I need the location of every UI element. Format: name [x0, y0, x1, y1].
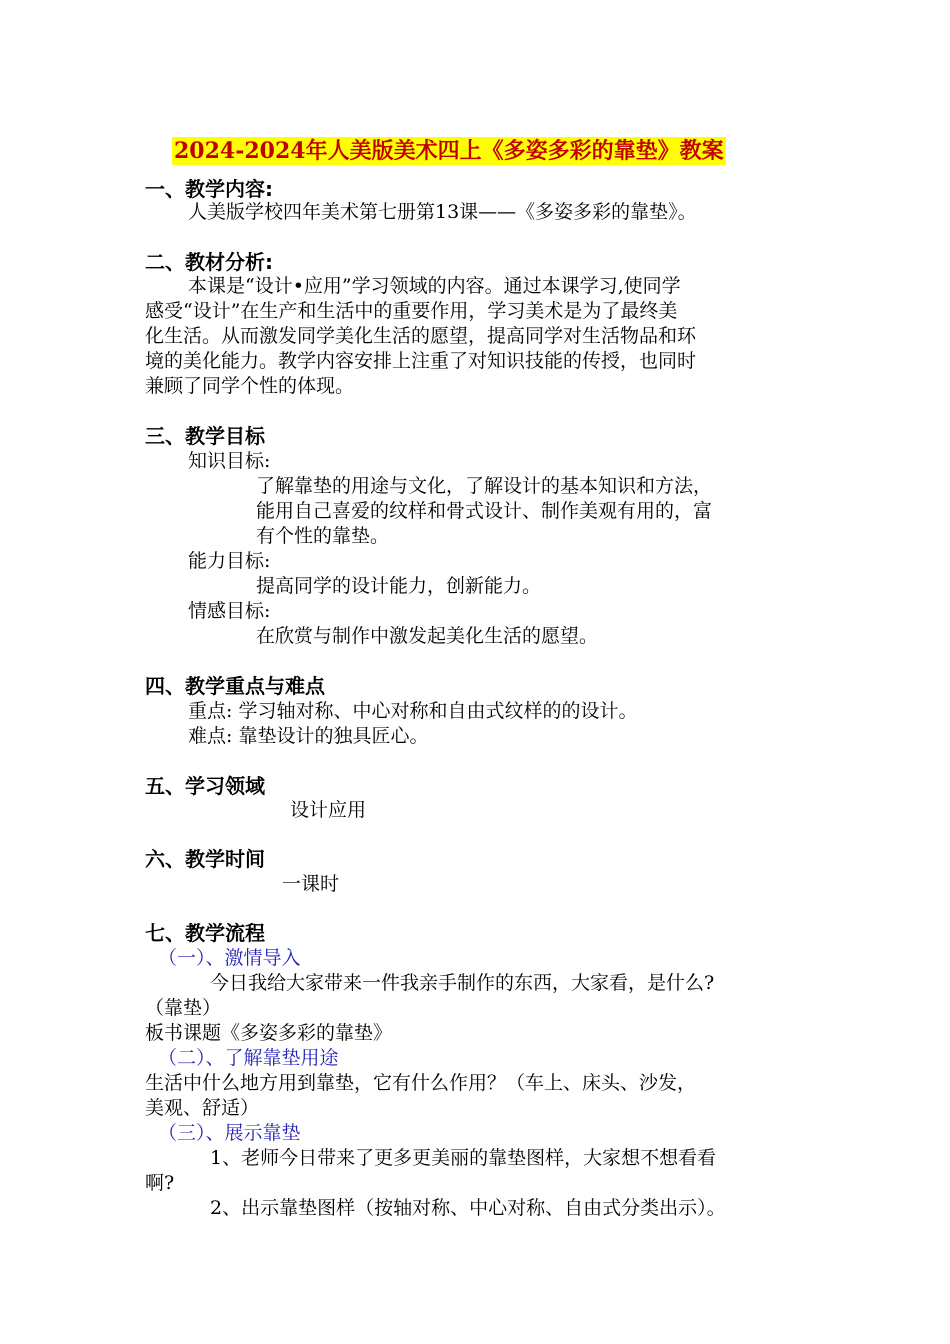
- section-1-heading: 一、教学内容:: [145, 177, 273, 201]
- step-1-line: 板书课题《多姿多彩的靠垫》: [145, 1022, 393, 1044]
- section-2-line: 境的美化能力。教学内容安排上注重了对知识技能的传授，也同时: [145, 350, 697, 372]
- section-2-line: 感受“设计”在生产和生活中的重要作用，学习美术是为了最终美: [145, 300, 678, 322]
- knowledge-line: 有个性的靠垫。: [256, 525, 390, 547]
- section-2-heading: 二、教材分析:: [145, 250, 273, 274]
- section-6-content: 一课时: [282, 873, 340, 895]
- section-2-line: 本课是“设计•应用”学习领域的内容。通过本课学习,使同学: [188, 275, 681, 297]
- ability-line: 提高同学的设计能力，创新能力。: [256, 575, 542, 597]
- emotion-line: 在欣赏与制作中激发起美化生活的愿望。: [256, 625, 599, 647]
- step-3-line: 2、出示靠垫图样（按轴对称、中心对称、自由式分类出示）。: [210, 1197, 726, 1219]
- section-2-line: 化生活。从而激发同学美化生活的愿望，提高同学对生活物品和环: [145, 325, 697, 347]
- section-6-heading: 六、教学时间: [145, 847, 265, 871]
- section-7-heading: 七、教学流程: [145, 921, 265, 945]
- section-5-heading: 五、学习领域: [145, 774, 265, 798]
- document-title: 2024-2024年人美版美术四上《多姿多彩的靠垫》教案: [174, 138, 724, 164]
- step-1-title: （一）、激情导入: [158, 947, 301, 969]
- ability-label: 能力目标:: [188, 550, 271, 572]
- step-3-line: 1、老师今日带来了更多更美丽的靠垫图样，大家想不想看看: [210, 1147, 717, 1169]
- knowledge-label: 知识目标:: [188, 450, 271, 472]
- section-1-line: 人美版学校四年美术第七册第13课——《多姿多彩的靠垫》。: [188, 201, 697, 223]
- key-point-line: 重点: 学习轴对称、中心对称和自由式纹样的的设计。: [188, 700, 638, 722]
- step-2-title: （二）、了解靠垫用途: [158, 1047, 339, 1069]
- step-1-line: 今日我给大家带来一件我亲手制作的东西，大家看，是什么?: [210, 972, 715, 994]
- step-2-line: 美观、舒适）: [145, 1097, 260, 1119]
- emotion-label: 情感目标:: [188, 600, 271, 622]
- knowledge-line: 了解靠垫的用途与文化，了解设计的基本知识和方法，: [256, 475, 713, 497]
- section-2-line: 兼顾了同学个性的体现。: [145, 375, 355, 397]
- section-5-content: 设计应用: [290, 799, 367, 821]
- difficult-point-line: 难点: 靠垫设计的独具匠心。: [188, 725, 429, 747]
- step-1-line: （靠垫）: [145, 997, 222, 1019]
- step-2-line: 生活中什么地方用到靠垫，它有什么作用？（车上、床头、沙发，: [145, 1072, 697, 1094]
- step-3-line: 啊?: [145, 1172, 175, 1194]
- step-3-title: （三）、展示靠垫: [158, 1122, 301, 1144]
- knowledge-line: 能用自己喜爱的纹样和骨式设计、制作美观有用的，富: [256, 500, 713, 522]
- section-4-heading: 四、教学重点与难点: [145, 674, 325, 698]
- section-3-heading: 三、教学目标: [145, 424, 265, 448]
